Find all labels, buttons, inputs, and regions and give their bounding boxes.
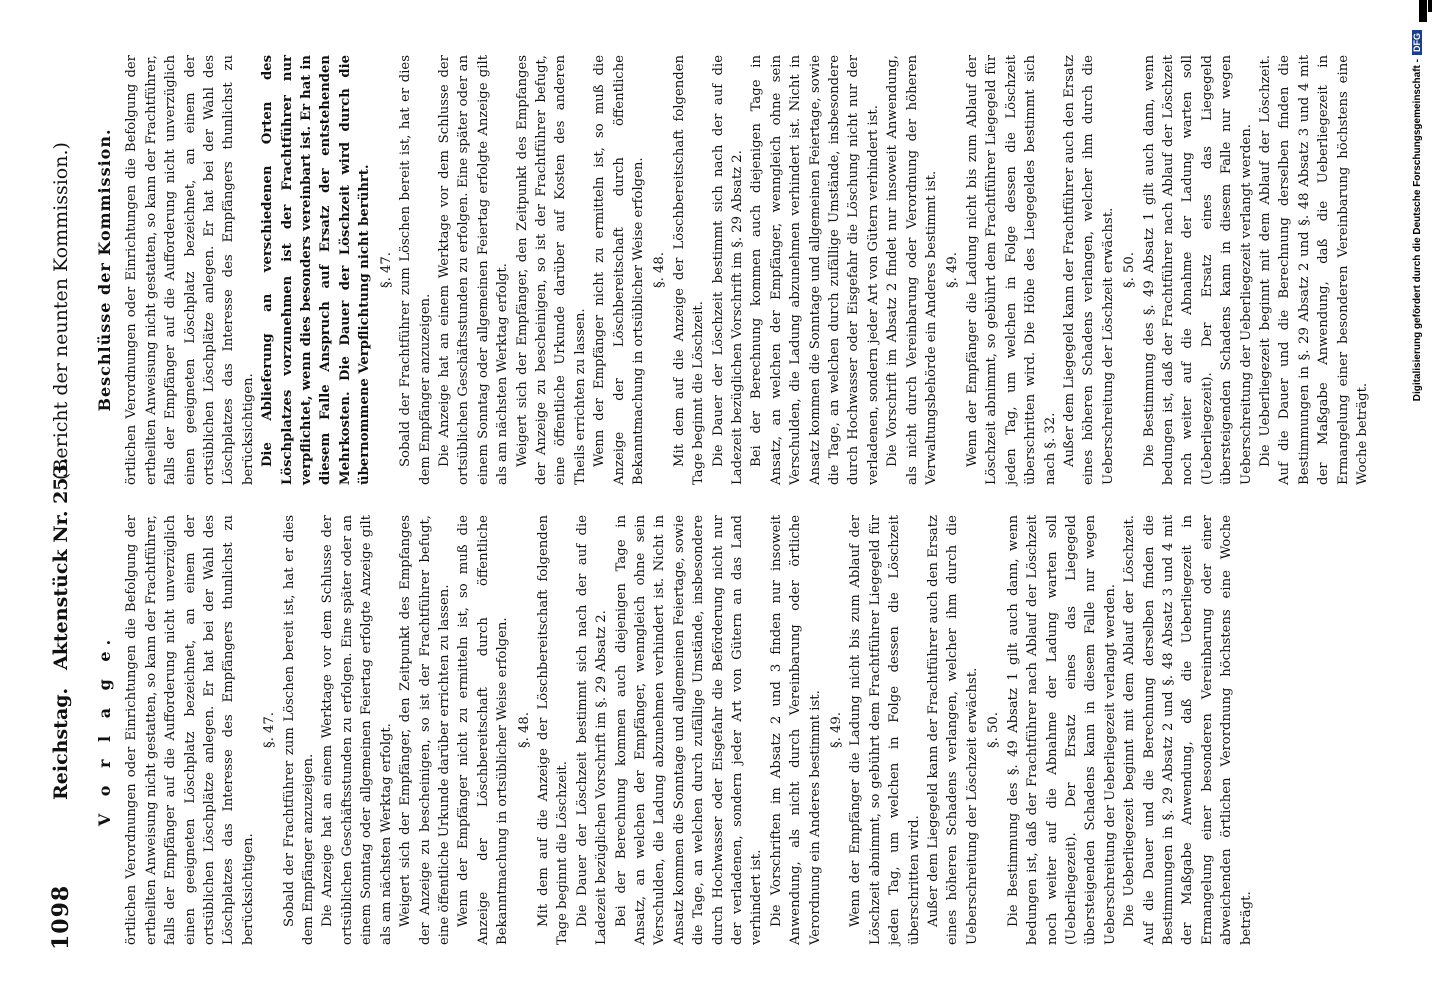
paragraph: Wenn der Empfänger die Ladung nicht bis zum Ablauf der Löschzeit abnimmt, so gebührt dem Frachtführer Liegegeld für jeden Tag, um welchen in Folge dessen die Löschzeit überschritten wird. Die Höhe des Liegegeldes bestimmt sich nach §. 32. [964, 55, 1058, 485]
paragraph: Die Anzeige hat an einem Werktage vor dem Schlusse der ortsüblichen Geschäftsstunden zu erfolgen. Eine später oder an einem Sonntag oder allgemeinen Feiertag erfolgte Anzeige gilt als am nächsten Werktag erfolgt. [436, 55, 511, 485]
section-heading: §. 49. [829, 712, 845, 748]
paragraph: Die Vorschrift im Absatz 2 findet nur insoweit Anwendung, als nicht durch Vereinbarung oder Verordnung der höheren Verwaltungsbehörde ein Anderes bestimmt ist. [885, 55, 940, 485]
section-heading: §. 50. [1122, 252, 1138, 288]
section-heading: §. 49. [945, 252, 961, 288]
paragraph: Wenn der Empfänger die Ladung nicht bis zum Ablauf der Löschzeit abnimmt, so gebührt dem Frachtführer Liegegeld für jeden Tag, um welchen in Folge dessen die Löschzeit überschritten wird. [848, 515, 922, 945]
paragraph: Weigert sich der Empfänger, den Zeitpunkt des Empfanges der Anzeige zu bescheinigen, so ist der Frachtführer befugt, eine öffentliche Urkunde darüber errichten zu lassen. [398, 515, 452, 945]
section-heading: §. 47. [262, 712, 278, 748]
paragraph: Wenn der Empfänger nicht zu ermitteln ist, so muß die Anzeige der Löschbereitschaft durch öffentliche Bekanntmachung in ortsüblicher Weise erfolgen. [592, 55, 646, 485]
paragraph: Die Ablieferung an verschiedenen Orten des Löschplatzes vorzunehmen ist der Frachtführer nur verpflichtet, wenn dies besonders vereinbart ist. Er hat in diesem Falle Anspruch auf Ersatz der entstehenden Mehrkosten. Die Dauer der Löschzeit wird durch die übernommene Verpflichtung nicht berührt. [260, 55, 373, 485]
digitization-credit [1412, 30, 1428, 970]
document-number: Aktenstück Nr. 253. [50, 457, 72, 670]
paragraph: Sobald der Frachtführer zum Löschen bereit ist, hat er dies dem Empfänger anzuzeigen. [281, 515, 317, 945]
credit-text: Digitalisierung gefördert durch die Deutsche Forschungsgemeinschaft - [1412, 59, 1423, 402]
paragraph: Die Bestimmung des §. 49 Absatz 1 gilt auch dann, wenn bedungen ist, daß der Frachtführer nach Ablauf der Löschzeit noch weiter auf die Abnahme der Ladung warten soll (Ueberliegezeit). Der Ersatz eines das Liegegeld übersteigenden Schadens kann in diesem Falle nur wegen Ueberschreitung der Ueberliegezeit verlangt werden. [1141, 55, 1254, 485]
running-header [48, 50, 78, 950]
dfg-logo: DFG [1412, 30, 1422, 55]
paragraph: Wenn der Empfänger nicht zu ermitteln ist, so muß die Anzeige der Löschbereitschaft durch öffentliche Bekanntmachung in ortsüblicher Weise erfolgen. [456, 515, 511, 945]
paragraph: Bei der Berechnung kommen auch diejenigen Tage in Ansatz, an welchen der Empfänger, wenngleich ohne sein Verschulden, die Ladung abzunehmen verhindert ist. Nicht in Ansatz kommen die Sonntage und allgemeinen Feiertage, sowie die Tage, an welchen durch zufällige Umstände, insbesondere durch Hochwasser oder Eisgefahr die Löschung nicht nur der verladenen, sondern jeder Art von Gütern verhindert ist. [749, 55, 881, 485]
paragraph: Die Anzeige hat an einem Werktage vor dem Schlusse der ortsüblichen Geschäftsstunden zu erfolgen. Eine später oder an einem Sonntag oder allgemeinen Feiertag erfolgte Anzeige gilt als am nächsten Werktag erfolgt. [320, 515, 394, 945]
column-title: Beschlüsse der Kommission. [95, 128, 114, 412]
section-heading: §. 50. [986, 712, 1002, 748]
paragraph: Die Dauer der Löschzeit bestimmt sich nach der auf die Ladezeit bezüglichen Vorschrift im §. 29 Absatz 2. [574, 515, 610, 945]
section-heading: §. 47. [378, 252, 394, 288]
paragraph: Die Ueberliegezeit beginnt mit dem Ablauf der Löschzeit. Auf die Dauer und die Berechnung derselben finden die Bestimmungen in §. 29 Absatz 2 und §. 48 Absatz 3 und 4 mit der Maßgabe Anwendung, daß die Ueberliegezeit in Ermangelung einer besonderen Vereinbarung höchstens eine Woche beträgt. [1257, 55, 1370, 485]
paragraph: Die Dauer der Löschzeit bestimmt sich nach der auf die Ladezeit bezüglichen Vorschrift im §. 29 Absatz 2. [710, 55, 745, 485]
column-title: V o r l a g e. [95, 633, 114, 827]
paragraph: Weigert sich der Empfänger, den Zeitpunkt des Empfanges der Anzeige zu bescheinigen, so ist der Frachtführer befugt, eine öffentliche Urkunde darüber auf Kosten des anderen Theils errichten zu lassen. [514, 55, 588, 485]
scan-edge-mark [1419, 0, 1427, 22]
paragraph: Außer dem Liegegeld kann der Frachtführer auch den Ersatz eines höheren Schadens verlangen, welcher ihm durch die Ueberschreitung der Löschzeit erwächst. [926, 515, 980, 945]
paragraph: Außer dem Liegegeld kann der Frachtführer auch den Ersatz eines höheren Schadens verlangen, welcher ihm durch die Ueberschreitung der Löschzeit erwächst. [1061, 55, 1116, 485]
source-label: Reichstag. [50, 687, 72, 800]
scan-edge-mark [1428, 0, 1432, 12]
column-vorlage [95, 515, 1256, 945]
paragraph: Die Vorschriften im Absatz 2 und 3 finden nur insoweit Anwendung, als nicht durch Vereinbarung oder örtliche Verordnung ein Anderes bestimmt ist. [768, 515, 823, 945]
paragraph: Sobald der Frachtführer zum Löschen bereit ist, hat er dies dem Empfänger anzuzeigen. [398, 55, 433, 485]
column-beschluesse [95, 55, 1372, 485]
section-heading: §. 48. [652, 252, 668, 288]
page-number: 1098 [48, 884, 74, 950]
report-label: (Bericht der neunten Kommission.) [50, 142, 72, 480]
paragraph: Mit dem auf die Anzeige der Löschbereitschaft folgenden Tage beginnt die Löschzeit. [671, 55, 707, 485]
paragraph: Die Bestimmung des §. 49 Absatz 1 gilt auch dann, wenn bedungen ist, daß der Frachtführer nach Ablauf der Löschzeit noch weiter auf die Abnahme der Ladung warten soll (Ueberliegezeit). Der Ersatz eines das Liegegeld übersteigenden Schadens kann in diesem Falle nur wegen Ueberschreitung der Ueberliegezeit verlangt werden. [1005, 515, 1118, 945]
paragraph: örtlichen Verordnungen oder Einrichtungen die Befolgung der ertheilten Anweisung nicht gestatten, so kann der Frachtführer, falls der Empfänger auf die Aufforderung nicht unverzüglich einen geeigneten Löschplatz bezeichnet, an einem der ortsüblichen Löschplätze anlegen. Er hat bei der Wahl des Löschplatzes das Interesse des Empfängers thunlichst zu berücksichtigen. [124, 55, 256, 485]
paragraph: Bei der Berechnung kommen auch diejenigen Tage in Ansatz, an welchen der Empfänger, wenngleich ohne sein Verschulden, die Ladung abzunehmen verhindert ist. Nicht in Ansatz kommen die Sonntage und allgemeinen Feiertage, sowie die Tage, an welchen durch zufällige Umstände, insbesondere durch Hochwasser oder Eisgefahr die Beförderung nicht nur der verladenen, sondern jeder Art von Gütern an das Land verhindert ist. [613, 515, 765, 945]
paragraph: Mit dem auf die Anzeige der Löschbereitschaft folgenden Tage beginnt die Löschzeit. [535, 515, 571, 945]
section-heading: §. 48. [516, 712, 532, 748]
paragraph: örtlichen Verordnungen oder Einrichtungen die Befolgung der ertheilten Anweisung nicht gestatten, so kann der Frachtführer, falls der Empfänger auf die Aufforderung nicht unverzüglich einen geeigneten Löschplatz bezeichnet, an einem der ortsüblichen Löschplätze anlegen. Er hat bei der Wahl des Löschplatzes das Interesse des Empfängers thunlichst zu berücksichtigen. [124, 515, 256, 945]
paragraph: Die Ueberliegezeit beginnt mit dem Ablauf der Löschzeit. Auf die Dauer und die Berechnung derselben finden die Bestimmungen in §. 29 Absatz 2 und §. 48 Absatz 3 und 4 mit der Maßgabe Anwendung, daß die Ueberliegezeit in Ermangelung einer besonderen Vereinbarung oder einer abweichenden örtlichen Verordnung höchstens eine Woche beträgt. [1122, 515, 1254, 945]
credit-line [1412, 30, 1428, 970]
